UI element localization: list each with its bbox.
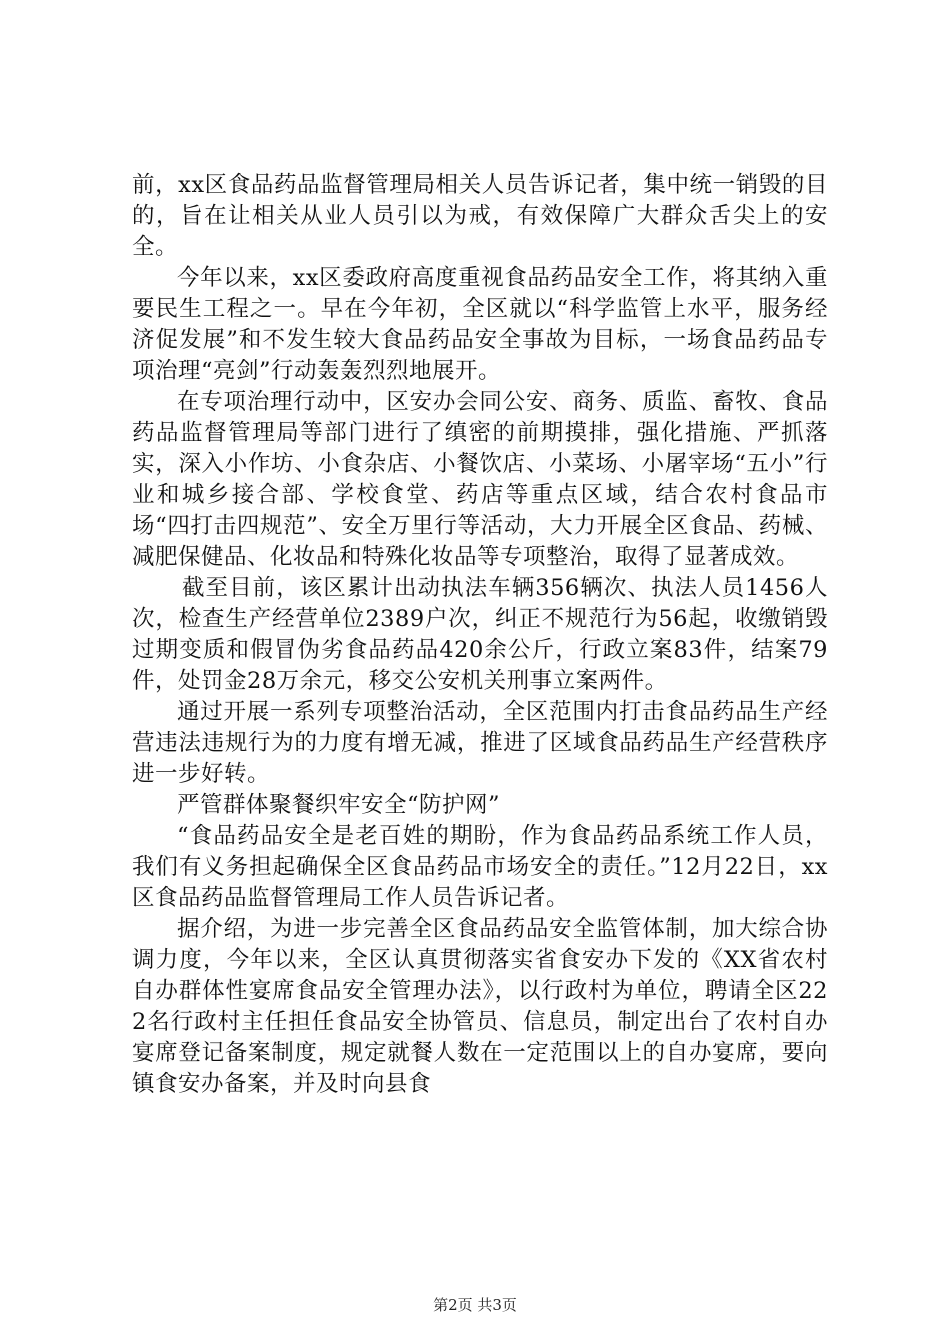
paragraph-continued-intro: 前，xx区食品药品监督管理局相关人员告诉记者，集中统一销毁的目的，旨在让相关从业人员引以为戒，有效保障广大群众舌尖上的安全。 [132, 172, 828, 260]
paragraph-introduction: 据介绍，为进一步完善全区食品药品安全监管体制，加大综合协调力度，今年以来，全区认真贯彻落实省食安办下发的《XX省农村自办群体性宴席食品安全管理办法》，以行政村为单位，聘请全区222名行政村主任担任食品安全协管员、信息员，制定出台了农村自办宴席登记备案制度，规定就餐人数在一定范围以上的自办宴席，要向镇食安办备案，并及时向县食 [132, 916, 828, 1097]
paragraph-quote: “食品药品安全是老百姓的期盼，作为食品药品系统工作人员，我们有义务担起确保全区食品药品市场安全的责任。”12月22日，xx区食品药品监督管理局工作人员告诉记者。 [132, 823, 828, 911]
paragraph-results: 通过开展一系列专项整治活动，全区范围内打击食品药品生产经营违法违规行为的力度有增无减，推进了区域食品药品生产经营秩序进一步好转。 [132, 699, 828, 787]
paragraph-statistics: 截至目前，该区累计出动执法车辆356辆次、执法人员1456人次，检查生产经营单位2389户次，纠正不规范行为56起，收缴销毁过期变质和假冒伪劣食品药品420余公斤，行政立案83件，结案79件，处罚金28万余元，移交公安机关刑事立案两件。 [132, 575, 828, 694]
paragraph-this-year: 今年以来，xx区委政府高度重视食品药品安全工作，将其纳入重要民生工程之一。早在今年初，全区就以“科学监管上水平，服务经济促发展”和不发生较大食品药品安全事故为目标，一场食品药品专项治理“亮剑”行动轰轰烈烈地展开。 [132, 265, 828, 384]
paragraph-special-action: 在专项治理行动中，区安办会同公安、商务、质监、畜牧、食品药品监督管理局等部门进行了缜密的前期摸排，强化措施、严抓落实，深入小作坊、小食杂店、小餐饮店、小菜场、小屠宰场“五小”行业和城乡接合部、学校食堂、药店等重点区域，结合农村食品市场“四打击四规范”、安全万里行等活动，大力开展全区食品、药械、减肥保健品、化妆品和特殊化妆品等专项整治，取得了显著成效。 [132, 389, 828, 570]
section-heading: 严管群体聚餐织牢安全“防护网” [177, 792, 501, 818]
document-body [132, 170, 828, 1100]
page-footer: 第2页 共3页 [433, 1296, 517, 1314]
